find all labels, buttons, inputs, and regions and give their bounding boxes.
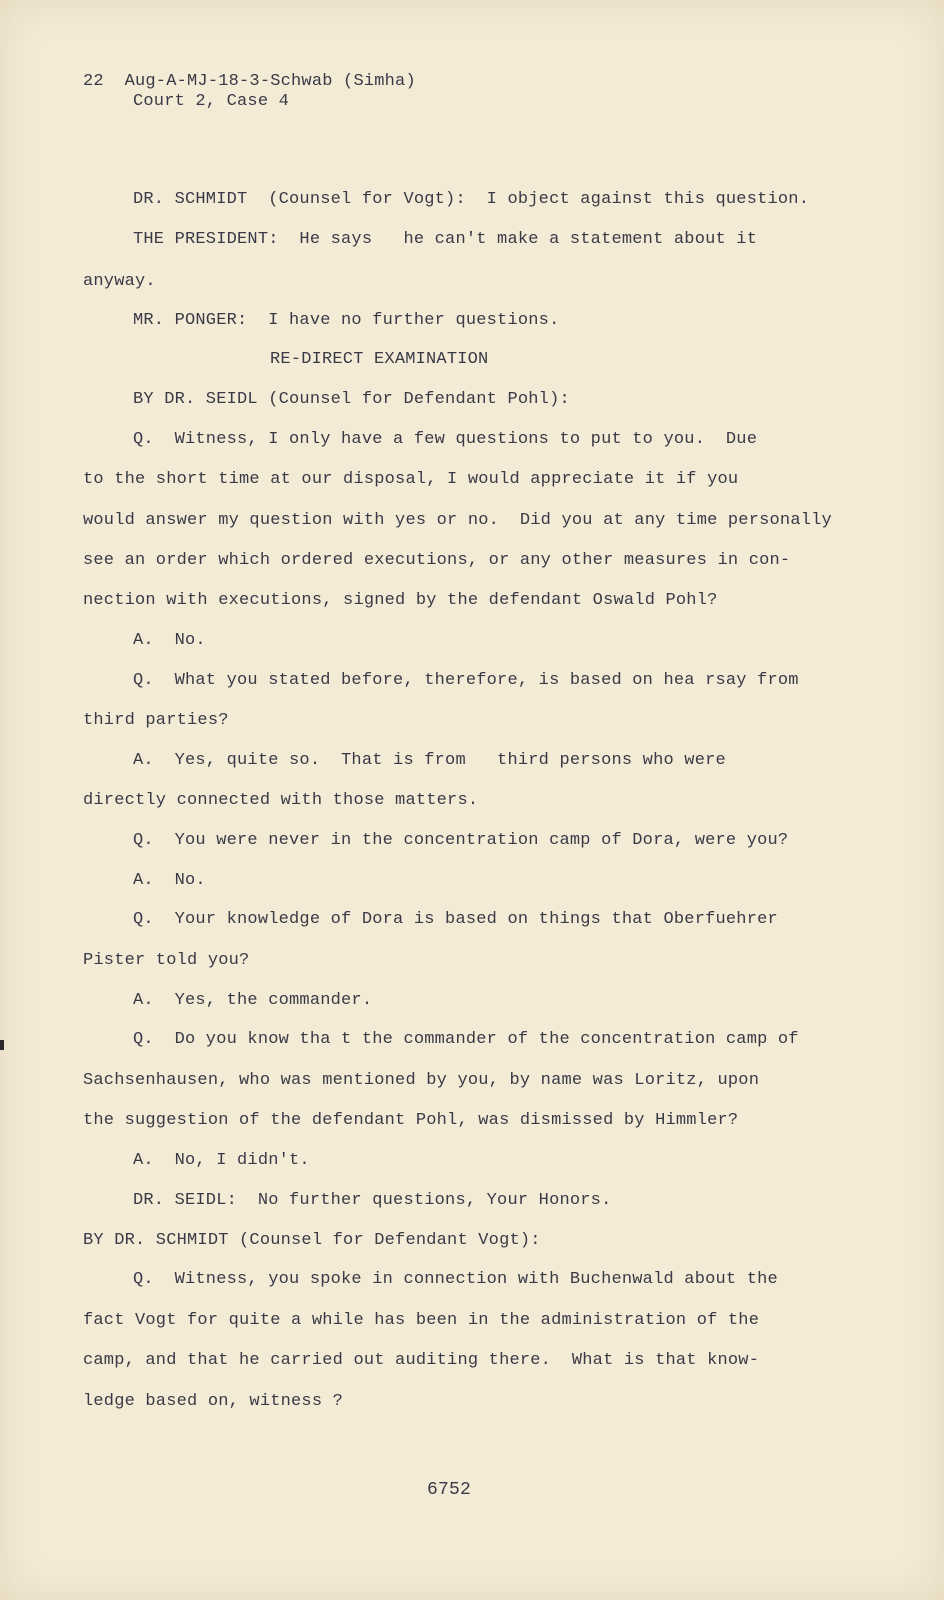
text-line: to the short time at our disposal, I would appreciate it if you xyxy=(83,470,739,489)
text-line: Q. Witness, I only have a few questions to put to you. Due xyxy=(133,430,758,449)
text-line: third parties? xyxy=(83,711,229,730)
text-line: A. No. xyxy=(133,871,206,890)
text-line: DR. SCHMIDT (Counsel for Vogt): I object against this question. xyxy=(133,190,810,209)
text-line: would answer my question with yes or no. Did you at any time personally xyxy=(83,511,832,530)
text-line: BY DR. SCHMIDT (Counsel for Defendant Vogt): xyxy=(83,1231,541,1250)
text-line: A. No, I didn't. xyxy=(133,1151,310,1170)
text-line: Q. What you stated before, therefore, is based on hea rsay from xyxy=(133,671,799,690)
text-line: camp, and that he carried out auditing there. What is that know- xyxy=(83,1351,760,1370)
text-line: see an order which ordered executions, or any other measures in con- xyxy=(83,551,791,570)
text-line: nection with executions, signed by the defendant Oswald Pohl? xyxy=(83,591,718,610)
text-line: Q. You were never in the concentration camp of Dora, were you? xyxy=(133,831,789,850)
text-line: MR. PONGER: I have no further questions. xyxy=(133,311,560,330)
text-line: BY DR. SEIDL (Counsel for Defendant Pohl): xyxy=(133,390,570,409)
text-line: ledge based on, witness ? xyxy=(83,1392,344,1411)
header-reference: 22 Aug-A-MJ-18-3-Schwab (Simha) xyxy=(83,72,416,91)
text-line: Q. Witness, you spoke in connection with Buchenwald about the xyxy=(133,1270,778,1289)
text-line: THE PRESIDENT: He says he can't make a statement about it xyxy=(133,230,758,249)
text-line: Pister told you? xyxy=(83,951,250,970)
text-line: anyway. xyxy=(83,272,156,291)
edge-mark xyxy=(0,1040,4,1050)
text-line: A. Yes, quite so. That is from third persons who were xyxy=(133,751,726,770)
page-number: 6752 xyxy=(427,1480,472,1500)
text-line: DR. SEIDL: No further questions, Your Honors. xyxy=(133,1191,612,1210)
text-line: A. No. xyxy=(133,631,206,650)
header-court-case: Court 2, Case 4 xyxy=(133,92,290,111)
text-line: the suggestion of the defendant Pohl, was dismissed by Himmler? xyxy=(83,1111,739,1130)
text-line: directly connected with those matters. xyxy=(83,791,479,810)
text-line: fact Vogt for quite a while has been in the administration of the xyxy=(83,1311,760,1330)
section-heading: RE-DIRECT EXAMINATION xyxy=(270,350,489,369)
text-line: Q. Your knowledge of Dora is based on things that Oberfuehrer xyxy=(133,910,778,929)
text-line: A. Yes, the commander. xyxy=(133,991,373,1010)
text-line: Q. Do you know tha t the commander of the concentration camp of xyxy=(133,1030,799,1049)
text-line: Sachsenhausen, who was mentioned by you, by name was Loritz, upon xyxy=(83,1071,760,1090)
